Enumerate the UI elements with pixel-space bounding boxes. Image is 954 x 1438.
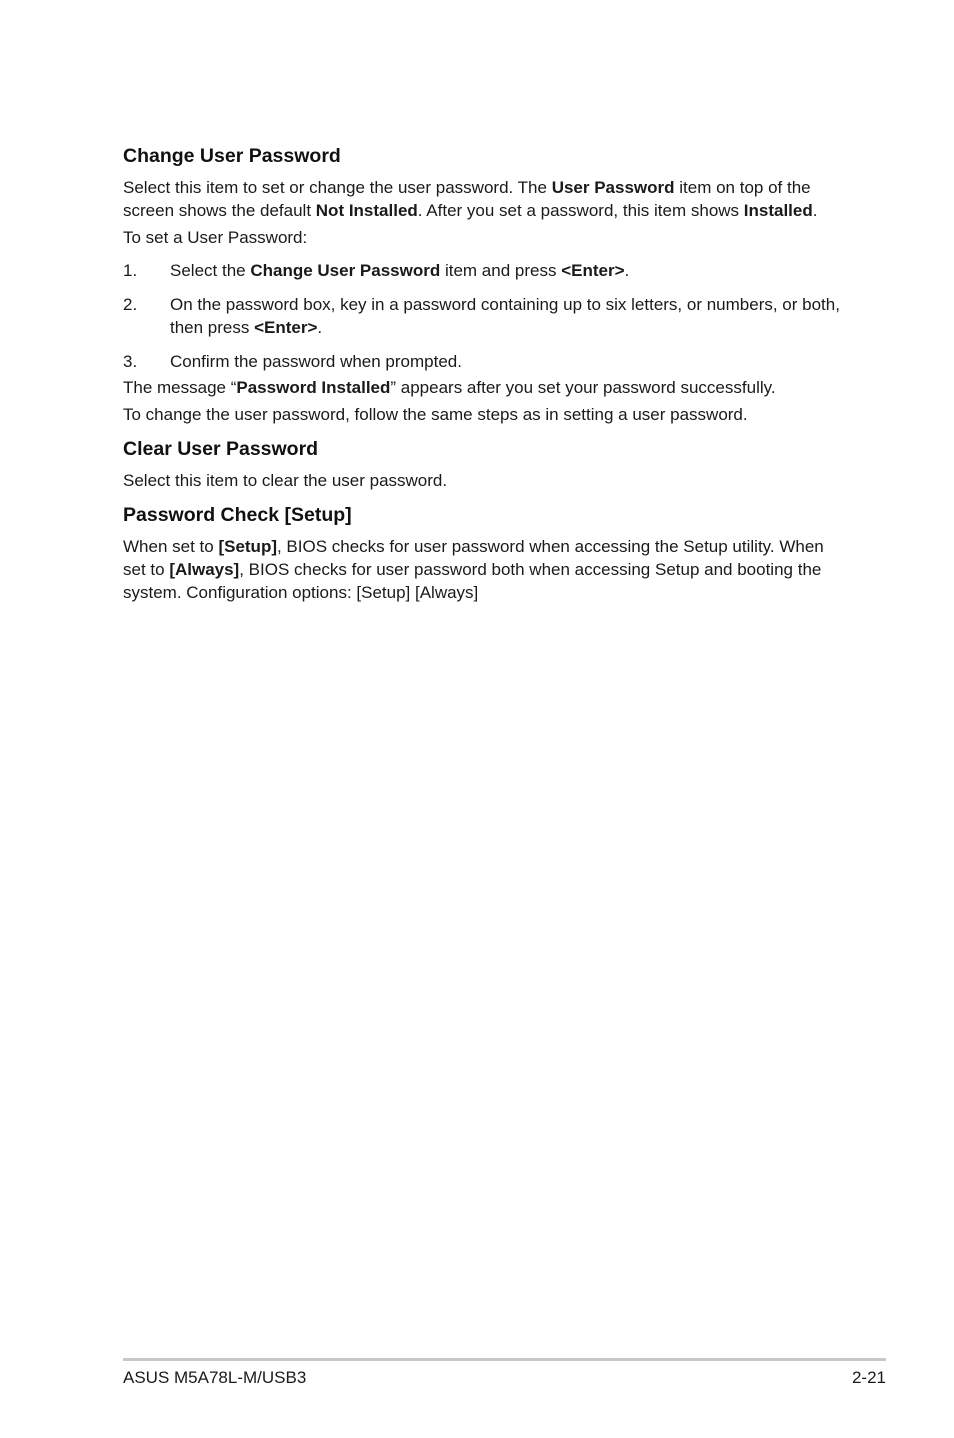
to-set-password-label: To set a User Password: (123, 228, 308, 247)
intro-text: item on top of the screen shows the default (123, 178, 811, 220)
clear-user-password-body: Select this item to clear the user password. (123, 471, 448, 490)
step-text (170, 259, 843, 282)
page-content (123, 143, 843, 604)
list-item (123, 293, 843, 339)
step-text-bold: <Enter> (254, 318, 318, 337)
change-password-note: To change the user password, follow the same steps as in setting a user password. (123, 405, 748, 424)
intro-bold-installed: Installed (743, 201, 813, 220)
step-text (170, 293, 843, 339)
password-check-heading: Password Check [Setup] (123, 504, 352, 526)
step-number: 3. (123, 352, 138, 371)
change-user-password-section (123, 143, 843, 426)
change-user-password-intro (123, 176, 843, 222)
step-text-bold: <Enter> (561, 261, 625, 280)
check-bold-setup: [Setup] (218, 537, 277, 556)
list-item (123, 259, 843, 282)
message-text: The message “ (123, 378, 237, 397)
password-check-section (123, 502, 843, 604)
footer-product-name: ASUS M5A78L-M/USB3 (123, 1368, 307, 1387)
step-number: 1. (123, 261, 138, 280)
intro-text: . After you set a password, this item shows (417, 201, 744, 220)
intro-bold-not-installed: Not Installed (315, 201, 418, 220)
step-text-part: Select the (170, 261, 251, 280)
message-bold: Password Installed (236, 378, 391, 397)
check-text: , BIOS checks for user password when accessing the Setup utility. When set to (123, 537, 824, 579)
password-check-body (123, 535, 843, 604)
clear-user-password-section (123, 436, 843, 492)
step-text-part: item and press (440, 261, 562, 280)
step-number: 2. (123, 295, 138, 314)
clear-user-password-heading: Clear User Password (123, 438, 319, 460)
check-text: , BIOS checks for user password both when accessing Setup and booting the system. Configuration options: [Setup] [Always] (123, 560, 822, 602)
message-text: ” appears after you set your password successfully. (390, 378, 776, 397)
intro-text: Select this item to set or change the user password. The (123, 178, 552, 197)
step-text-bold: Change User Password (250, 261, 441, 280)
step-text-part: . (317, 318, 323, 337)
step-text-part: . (624, 261, 630, 280)
change-user-password-heading: Change User Password (123, 145, 341, 167)
footer-page-number: 2-21 (851, 1368, 886, 1387)
password-steps-list (123, 259, 843, 373)
intro-text: . (812, 201, 818, 220)
check-text: When set to (123, 537, 219, 556)
step-text: Confirm the password when prompted. (170, 352, 462, 371)
footer-divider (123, 1358, 886, 1361)
step-text-part: On the password box, key in a password containing up to six letters, or numbers, or both, then press (170, 295, 840, 337)
intro-bold-user-password: User Password (551, 178, 675, 197)
list-item (123, 350, 843, 373)
password-installed-message (123, 376, 843, 399)
check-bold-always: [Always] (169, 560, 240, 579)
